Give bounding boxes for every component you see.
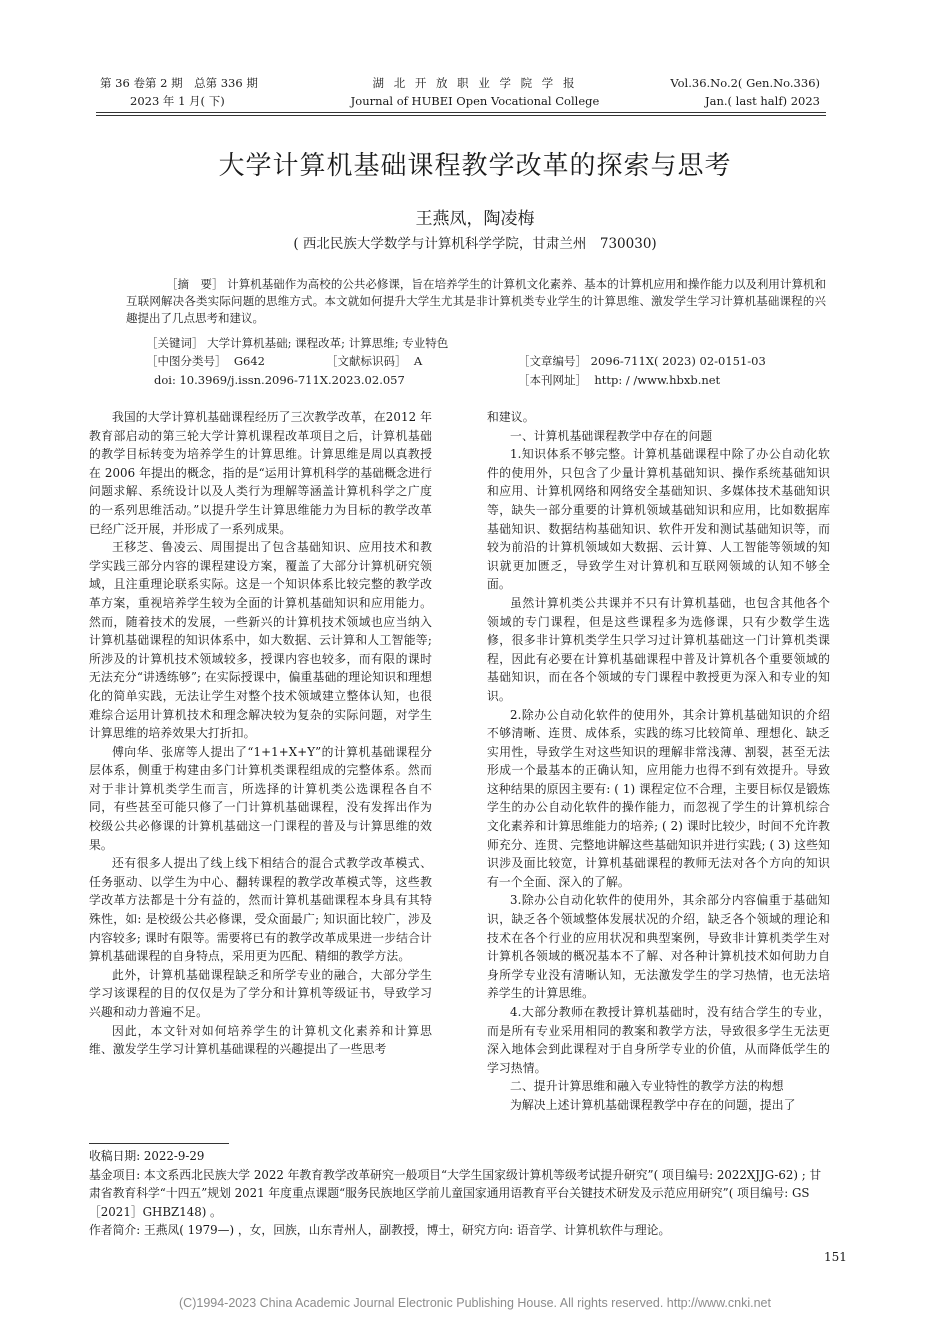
section-heading: 一、计算机基础课程教学中存在的问题 — [510, 428, 713, 443]
article-title: 大学计算机基础课程教学改革的探索与思考 — [218, 151, 732, 181]
url-value: http: / /www.hbxb.net — [594, 373, 721, 387]
clc-value: G642 — [233, 354, 265, 368]
copyright-footer: (C)1994-2023 China Academic Journal Electronic Publishing House. All rights reserved. http://www.cnki.net — [179, 1296, 771, 1310]
header-rule — [96, 112, 826, 113]
paragraph: 虽然计算机类公共课并不只有计算机基础，也包含其他各个领域的专门课程，但是这些课程多为选修课，只有少数学生选修，很多非计算机类学生只学习过计算机基础这一门计算机类课程，因此有必要在计算机基础课程中普及计算机各个重要领域的基础知识，而在各个领域的专门课程中教授更为深入和专业的知识。 — [487, 595, 830, 703]
body-column-right — [487, 408, 830, 1115]
docid-value: A — [413, 354, 423, 368]
section-heading: 二、提升计算思维和融入专业特性的教学方法的构想 — [510, 1079, 784, 1094]
document-code — [326, 353, 422, 370]
paragraph: 1.知识体系不够完整。计算机基础课程中除了办公自动化软件的使用外，只包含了少量计算机基础知识、操作系统基础知识和应用、计算机网络和网络安全基础知识、多媒体技术基础知识等，缺失一部分重要的计算机领域基础知识和应用，比如数据库基础知识、数据结构基础知识、软件开发和测试基础知识等，而较为前沿的计算机领域如大数据、云计算、人工智能等领域的知识就更加匮乏，导致学生对计算机和互联网领域的认知不够全面。 — [487, 447, 830, 592]
running-header-right — [670, 74, 820, 110]
paragraph: 此外，计算机基础课程缺乏和所学专业的融合，大部分学生学习该课程的目的仅仅是为了学分和计算机等级证书，导致学习兴趣和动力普遍不足。 — [89, 967, 432, 1019]
header-date: 2023 年 1 月( 下) — [130, 94, 225, 108]
clc-number — [146, 353, 265, 370]
doi: doi: 10.3969/j.issn.2096-711X.2023.02.057 — [154, 373, 405, 387]
page-number: 151 — [824, 1250, 847, 1264]
running-header-left — [100, 74, 258, 110]
docid-label: ［文献标识码］ — [326, 354, 407, 368]
received-date: 收稿日期: 2022-9-29 — [89, 1149, 205, 1163]
paragraph: 2.除办公自动化软件的使用外，其余计算机基础知识的介绍不够清晰、连贯、成体系，实践的练习比较简单、理想化、缺乏实用性，导致学生对这些知识的理解非常浅薄、割裂，甚至无法形成一个最基本的正确认知，应用能力也得不到有效提升。导致这种结果的原因主要有: ( 1) 课程定位不合理，主要目标仅是锻炼学生的办公自动化软件的操作能力，而忽视了学生的计算机综合文化素养和计算思维能力的培养; ( 2) 课时比较少，时间不允许教师充分、连贯、完整地讲解这些基础知识并进行实践; ( 3) 这些知识涉及面比较宽，计算机基础课程的教师无法对各个方向的知识有一个全面、深入的了解。 — [487, 707, 830, 889]
author-affiliation: ( 西北民族大学数学与计算机科学学院，甘肃兰州 730030) — [293, 236, 657, 252]
author-bio: 作者简介: 王燕凤( 1979—) ，女，回族，山东青州人，副教授，博士，研究方向: 语音学、计算机软件与理论。 — [89, 1223, 671, 1237]
paragraph: 和建议。 — [487, 410, 535, 424]
paragraph: 还有很多人提出了线上线下相结合的混合式教学改革模式、任务驱动、以学生为中心、翻转课程的教学改革模式等，这些教学改革方法都是十分有益的，然而计算机基础课程本身具有其特殊性，如: 是校级公共必修课，受众面最广; 知识面比较广，涉及内容较多; 课时有限等。需要将已有的教学改革成果进一步结合计算机基础课程的自身特点，采用更为匹配、精细的教学方法。 — [89, 856, 432, 964]
header-volume-en: Vol.36.No.2( Gen.No.336) — [670, 76, 820, 90]
header-volume-issue: 第 36 卷第 2 期 总第 336 期 — [100, 76, 258, 90]
paragraph: 3.除办公自动化软件的使用外，其余部分内容偏重于基础知识，缺乏各个领域整体发展状况的介绍，缺乏各个领域的理论和技术在各个行业的应用状况和典型案例，导致非计算机类学生对计算机各领域的概况基本不了解、对各种计算机技术如何助力自身所学专业没有清晰认知，无法激发学生的学习热情，也无法培养学生的计算思维。 — [487, 893, 830, 1001]
footnotes — [89, 1147, 831, 1240]
abstract — [126, 276, 826, 327]
article-authors: 王燕凤，陶凌梅 — [415, 209, 535, 229]
keywords — [146, 335, 448, 352]
article-number — [518, 353, 766, 370]
running-header-center — [300, 74, 650, 110]
footnote-rule — [89, 1143, 229, 1144]
clc-label: ［中图分类号］ — [146, 354, 227, 368]
journal-name-en: Journal of HUBEI Open Vocational College — [350, 94, 600, 108]
article-no-value: 2096-711X( 2023) 02-0151-03 — [590, 354, 766, 368]
paragraph: 因此，本文针对如何培养学生的计算机文化素养和计算思维、激发学生学习计算机基础课程的兴趣提出了一些思考 — [89, 1023, 432, 1057]
funding-note: 基金项目: 本文系西北民族大学 2022 年教育教学改革研究一般项目“大学生国家级计算机等级考试提升研究”( 项目编号: 2022XJJG-62) ; 甘肃省教育科学“十四五”规划 2021 年度重点课题“服务民族地区学前儿童国家通用语教育平台关键技术研发及示范应用研究”( 项目编号: GS［2021］GHBZ148) 。 — [89, 1167, 822, 1219]
header-rule-thin — [96, 115, 826, 116]
journal-url — [518, 372, 720, 389]
article-no-label: ［文章编号］ — [518, 354, 587, 368]
journal-name-cn: 湖 北 开 放 职 业 学 院 学 报 — [372, 76, 578, 90]
paragraph: 4.大部分教师在教授计算机基础时，没有结合学生的专业，而是所有专业采用相同的教案和教学方法，导致很多学生无法更深入地体会到此课程对于自身所学专业的价值，从而降低学生的学习热情。 — [487, 1005, 830, 1075]
keywords-label: ［关键词］ — [146, 336, 204, 350]
header-date-en: Jan.( last half) 2023 — [705, 94, 820, 108]
paragraph: 我国的大学计算机基础课程经历了三次教学改革，在2012 年教育部启动的第三轮大学计算机课程改革项目之后，计算机基础的教学目标转变为培养学生的计算思维。计算思维是周以真教授在 2006 年提出的概念，指的是“运用计算机科学的基础概念进行问题求解、系统设计以及人类行为理解等涵盖计算机科学之广度的一系列思维活动。”以提升学生计算思维能力为目标的教学改革已经广泛开展，并形成了一系列成果。 — [89, 410, 432, 536]
keywords-text: 大学计算机基础; 课程改革; 计算思维; 专业特色 — [207, 336, 449, 350]
abstract-text: 计算机基础作为高校的公共必修课，旨在培养学生的计算机文化素养、基本的计算机应用和操作能力以及利用计算机和互联网解决各类实际问题的思维方式。本文就如何提升大学生尤其是非计算机类专业学生的计算思维、激发学生学习计算机基础课程的兴趣提出了几点思考和建议。 — [126, 277, 826, 325]
abstract-label: ［摘 要］ — [166, 277, 224, 291]
body-column-left — [89, 408, 432, 1059]
paragraph: 王移芝、鲁凌云、周围提出了包含基础知识、应用技术和教学实践三部分内容的课程建设方案，覆盖了大部分计算机研究领域，且注重理论联系实际。这是一个知识体系比较完整的教学改革方案，重视培养学生较为全面的计算机基础知识和应用能力。然而，随着技术的发展，一些新兴的计算机技术领域也应当纳入计算机基础课程的知识体系中，如大数据、云计算和人工智能等; 所涉及的计算机技术领域较多，授课内容也较多，而有限的课时无法充分“讲透练够”; 在实际授课中，偏重基础的理论知识和理想化的简单实践，无法让学生对整个技术领域建立整体认知，也很难综合运用计算机技术和理念解决较为复杂的实际问题，对学生计算思维的培养效果大打折扣。 — [89, 540, 432, 741]
paragraph: 傅向华、张席等人提出了“1+1+X+Y”的计算机基础课程分层体系，侧重于构建由多门计算机类课程组成的完整体系。然而对于非计算机类学生而言，所选择的计算机类公选课程各自不同，有些甚至可能只修了一门计算机基础课程，没有发挥出作为校级公共必修课的计算机基础这一门课程的普及与计算思维的效果。 — [89, 744, 432, 852]
paragraph: 为解决上述计算机基础课程教学中存在的问题，提出了 — [510, 1097, 796, 1112]
url-label: ［本刊网址］ — [518, 373, 587, 387]
